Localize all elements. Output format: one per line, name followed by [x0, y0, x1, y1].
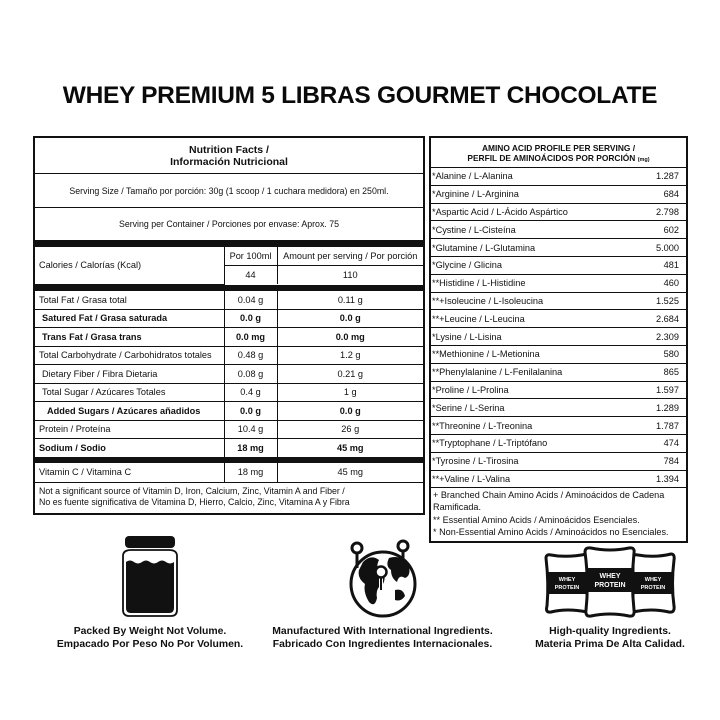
amino-header	[431, 138, 686, 168]
servings-per-container: Serving per Container / Porciones por envase: Aprox. 75	[118, 219, 340, 229]
nutrient-per100: 10.4 g	[224, 420, 277, 439]
svg-text:WHEY: WHEY	[644, 577, 662, 583]
feature-international-ingredients	[245, 528, 520, 651]
protein-bags-icon	[510, 528, 710, 618]
table-row	[35, 420, 423, 439]
nutrition-header-es: Información Nutricional	[170, 156, 288, 168]
table-row	[431, 204, 686, 222]
amino-value: 1.525	[656, 295, 679, 306]
table-row	[431, 293, 686, 311]
caption-es: Empacado Por Peso No Por Volumen.	[56, 638, 244, 650]
table-row	[431, 346, 686, 364]
amino-name: *Lysine / L-Lisina	[432, 331, 502, 342]
svg-text:PROTEIN: PROTEIN	[640, 585, 666, 591]
nutrient-label: Protein / Proteína	[35, 420, 224, 439]
globe-icon	[245, 528, 520, 618]
caption-en: Packed By Weight Not Volume.	[73, 626, 227, 637]
nutrient-per-serving: 0.0 g	[277, 402, 423, 421]
feature-caption	[50, 626, 250, 651]
amino-name: **Methionine / L-Metionina	[432, 349, 540, 360]
table-row	[431, 435, 686, 453]
amino-value: 865	[663, 367, 679, 378]
amino-header-es: PERFIL DE AMINOÁCIDOS POR PORCIÓN	[467, 153, 636, 163]
nutrient-label: Added Sugars / Azúcares añadidos	[35, 402, 224, 421]
svg-text:WHEY: WHEY	[599, 573, 621, 580]
table-row	[431, 364, 686, 382]
table-row	[431, 168, 686, 186]
nutrient-label: Total Carbohydrate / Carbohidratos totales	[35, 346, 224, 365]
amino-value: 460	[663, 278, 679, 289]
table-row	[431, 186, 686, 204]
caption-es: Materia Prima De Alta Calidad.	[535, 638, 685, 650]
calories-per-serving: 110	[277, 266, 423, 285]
amino-value: 1.394	[656, 473, 679, 484]
amino-name: *Tyrosine / L-Tirosina	[432, 456, 519, 467]
nutrient-per100: 0.0 g	[224, 402, 277, 421]
thick-divider	[35, 240, 423, 247]
svg-text:WHEY: WHEY	[558, 577, 576, 583]
calories-label: Calories / Calorías (Kcal)	[35, 247, 224, 284]
table-row	[35, 309, 423, 328]
table-row	[431, 275, 686, 293]
amino-value: 1.597	[656, 384, 679, 395]
nutrient-per100: 0.04 g	[224, 291, 277, 310]
note-bcaa: + Branched Chain Amino Acids / Aminoácidos de Cadena Ramificada.	[433, 490, 665, 512]
product-title: WHEY PREMIUM 5 LIBRAS GOURMET CHOCOLATE	[62, 82, 658, 109]
amino-value: 580	[663, 349, 679, 360]
nutrient-per100: 0.0 mg	[224, 328, 277, 347]
nutrient-label: Trans Fat / Grasa trans	[35, 328, 224, 347]
note-essential: ** Essential Amino Acids / Aminoácidos Esenciales.	[433, 515, 640, 526]
feature-caption	[245, 626, 520, 651]
table-row	[35, 439, 423, 458]
vitamin-label: Vitamin C / Vitamina C	[35, 463, 224, 482]
nutrition-footnote	[35, 482, 423, 513]
vitamin-per-serving: 45 mg	[277, 463, 423, 482]
table-row	[35, 346, 423, 365]
amino-name: **Threonine / L-Treonina	[432, 420, 533, 431]
amino-value: 1.289	[656, 402, 679, 413]
nutrient-label: Total Sugar / Azúcares Totales	[35, 383, 224, 402]
amino-header-en: AMINO ACID PROFILE PER SERVING /	[481, 143, 636, 153]
amino-acid-table	[429, 136, 688, 543]
amino-value: 784	[663, 456, 679, 467]
caption-en: Manufactured With International Ingredients.	[272, 626, 493, 637]
nutrient-per100: 0.4 g	[224, 383, 277, 402]
table-row	[431, 221, 686, 239]
amino-value: 2.798	[656, 206, 679, 217]
amino-value: 474	[663, 438, 679, 449]
table-row	[431, 328, 686, 346]
caption-en: High-quality Ingredients.	[549, 626, 671, 637]
amino-name: *Aspartic Acid / L-Ácido Aspártico	[432, 206, 568, 217]
nutrient-per100: 0.0 g	[224, 309, 277, 328]
amino-value: 1.787	[656, 420, 679, 431]
nutrient-label: Dietary Fiber / Fibra Dietaria	[35, 365, 224, 384]
amino-name: **+Leucine / L-Leucina	[432, 313, 525, 324]
table-row	[431, 257, 686, 275]
amino-name: **+Valine / L-Valina	[432, 473, 511, 484]
nutrient-per-serving: 0.0 g	[277, 309, 423, 328]
calories-table	[35, 247, 423, 285]
amino-name: **Tryptophane / L-Triptófano	[432, 438, 548, 449]
nutrient-per100: 0.48 g	[224, 346, 277, 365]
amino-name: *Glutamine / L-Glutamina	[432, 242, 536, 253]
footnote-es: No es fuente significativa de Vitamina D, Hierro, Calcio, Zinc, Vitamina A y Fibra	[39, 497, 350, 507]
table-row	[431, 399, 686, 417]
table-row	[431, 382, 686, 400]
nutrient-per-serving: 26 g	[277, 420, 423, 439]
feature-caption	[510, 626, 710, 651]
amino-name: **Histidine / L-Histidine	[432, 278, 526, 289]
amino-name: *Arginine / L-Arginina	[432, 189, 519, 200]
note-non-essential: * Non-Essential Amino Acids / Aminoácidos no Esenciales.	[433, 526, 669, 537]
vitamins-table	[35, 463, 423, 482]
amino-unit: (mg)	[637, 157, 650, 163]
col-header-per100: Por 100ml	[224, 247, 277, 266]
amino-value: 602	[663, 224, 679, 235]
jar-icon	[50, 528, 250, 618]
amino-name: *Serine / L-Serina	[432, 402, 505, 413]
nutrient-per100: 18 mg	[224, 439, 277, 458]
table-row	[35, 291, 423, 310]
amino-value: 5.000	[656, 242, 679, 253]
svg-text:PROTEIN: PROTEIN	[554, 585, 580, 591]
amino-name: *Cystine / L-Cisteína	[432, 224, 516, 235]
amino-name: **Phenylalanine / L-Fenilalanina	[432, 367, 563, 378]
amino-name: **+Isoleucine / L-Isoleucina	[432, 295, 544, 306]
nutrient-per-serving: 0.21 g	[277, 365, 423, 384]
amino-name: *Alanine / L-Alanina	[432, 171, 513, 182]
nutrition-header-en: Nutrition Facts /	[189, 144, 269, 156]
nutrient-per-serving: 1 g	[277, 383, 423, 402]
caption-es: Fabricado Con Ingredientes Internacionales.	[272, 638, 493, 650]
feature-packed-by-weight	[50, 528, 250, 651]
nutrient-per-serving: 45 mg	[277, 439, 423, 458]
table-row	[431, 310, 686, 328]
nutrient-per-serving: 1.2 g	[277, 346, 423, 365]
amino-value: 2.309	[656, 331, 679, 342]
table-row	[431, 471, 686, 489]
amino-value: 2.684	[656, 313, 679, 324]
calories-per100: 44	[224, 266, 277, 285]
nutrient-label: Satured Fat / Grasa saturada	[35, 309, 224, 328]
footnote-en: Not a significant source of Vitamin D, Iron, Calcium, Zinc, Vitamin A and Fiber /	[39, 485, 345, 496]
nutrient-label: Total Fat / Grasa total	[35, 291, 224, 310]
nutrient-label: Sodium / Sodio	[35, 439, 224, 458]
amino-value: 1.287	[656, 171, 679, 182]
nutrition-header	[35, 138, 423, 174]
col-header-per-serving: Amount per serving / Por porción	[277, 247, 423, 266]
table-row	[35, 365, 423, 384]
feature-high-quality	[510, 528, 710, 651]
nutrients-table	[35, 291, 423, 458]
table-row	[431, 239, 686, 257]
amino-rows	[431, 168, 686, 488]
vitamin-per100: 18 mg	[224, 463, 277, 482]
table-row	[35, 402, 423, 421]
nutrient-per100: 0.08 g	[224, 365, 277, 384]
table-row	[431, 417, 686, 435]
amino-value: 684	[663, 189, 679, 200]
amino-name: *Proline / L-Prolina	[432, 384, 509, 395]
svg-text:PROTEIN: PROTEIN	[594, 582, 626, 589]
amino-name: *Glycine / Glicina	[432, 260, 502, 271]
table-row	[35, 383, 423, 402]
serving-size: Serving Size / Tamaño por porción: 30g (1 scoop / 1 cuchara medidora) en 250ml.	[35, 174, 423, 208]
amino-value: 481	[663, 260, 679, 271]
nutrient-per-serving: 0.11 g	[277, 291, 423, 310]
nutrition-facts-table	[33, 136, 425, 515]
table-row	[35, 328, 423, 347]
table-row	[35, 463, 423, 482]
table-row	[431, 453, 686, 471]
nutrient-per-serving: 0.0 mg	[277, 328, 423, 347]
